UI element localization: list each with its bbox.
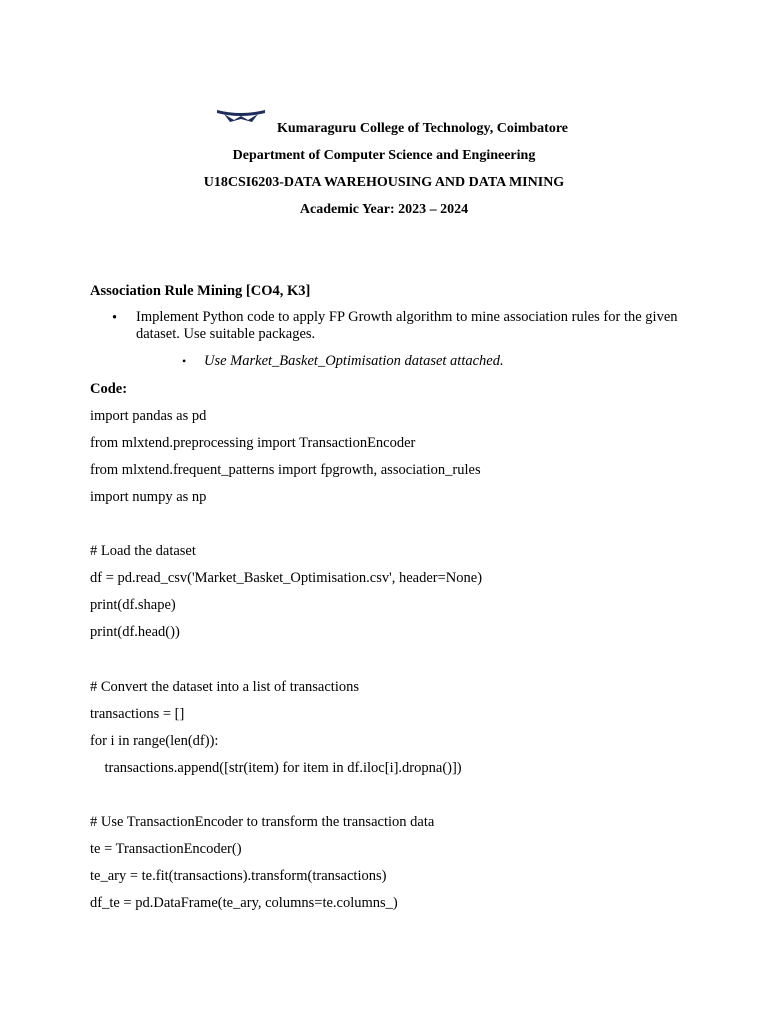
code-line: from mlxtend.preprocessing import TransactionEncoder <box>90 435 416 451</box>
code-line: te = TransactionEncoder() <box>90 841 242 857</box>
code-line: transactions = [] <box>90 706 185 722</box>
code-line: import pandas as pd <box>90 408 207 424</box>
code-line: df = pd.read_csv('Market_Basket_Optimisation.csv', header=None) <box>90 570 483 586</box>
college-logo <box>216 108 266 124</box>
department-name: Department of Computer Science and Engineering <box>232 148 536 163</box>
academic-year: Academic Year: 2023 – 2024 <box>299 202 469 217</box>
college-name: Kumaraguru College of Technology, Coimbatore <box>277 121 569 136</box>
sub-bullet-marker: • <box>182 354 187 368</box>
code-comment: # Load the dataset <box>90 543 196 559</box>
code-line: transactions.append([str(item) for item in df.iloc[i].dropna()]) <box>90 760 462 776</box>
task-bullet-text: Implement Python code to apply FP Growth algorithm to mine association rules for the given dataset. Use suitable packages. <box>136 309 678 342</box>
code-line: df_te = pd.DataFrame(te_ary, columns=te.columns_) <box>90 895 398 911</box>
code-comment: # Convert the dataset into a list of transactions <box>90 679 359 695</box>
code-line: print(df.shape) <box>90 597 176 613</box>
dataset-note: Use Market_Basket_Optimisation dataset attached. <box>204 353 504 369</box>
code-heading: Code: <box>90 381 128 397</box>
code-line: for i in range(len(df)): <box>90 733 219 749</box>
bullet-marker: • <box>112 310 118 326</box>
section-title: Association Rule Mining [CO4, K3] <box>90 283 311 299</box>
code-line: import numpy as np <box>90 489 207 505</box>
code-line: te_ary = te.fit(transactions).transform(transactions) <box>90 868 387 884</box>
code-comment: # Use TransactionEncoder to transform the transaction data <box>90 814 435 830</box>
course-title: U18CSI6203-DATA WAREHOUSING AND DATA MINING <box>203 175 565 190</box>
code-line: print(df.head()) <box>90 624 180 640</box>
code-line: from mlxtend.frequent_patterns import fpgrowth, association_rules <box>90 462 481 478</box>
